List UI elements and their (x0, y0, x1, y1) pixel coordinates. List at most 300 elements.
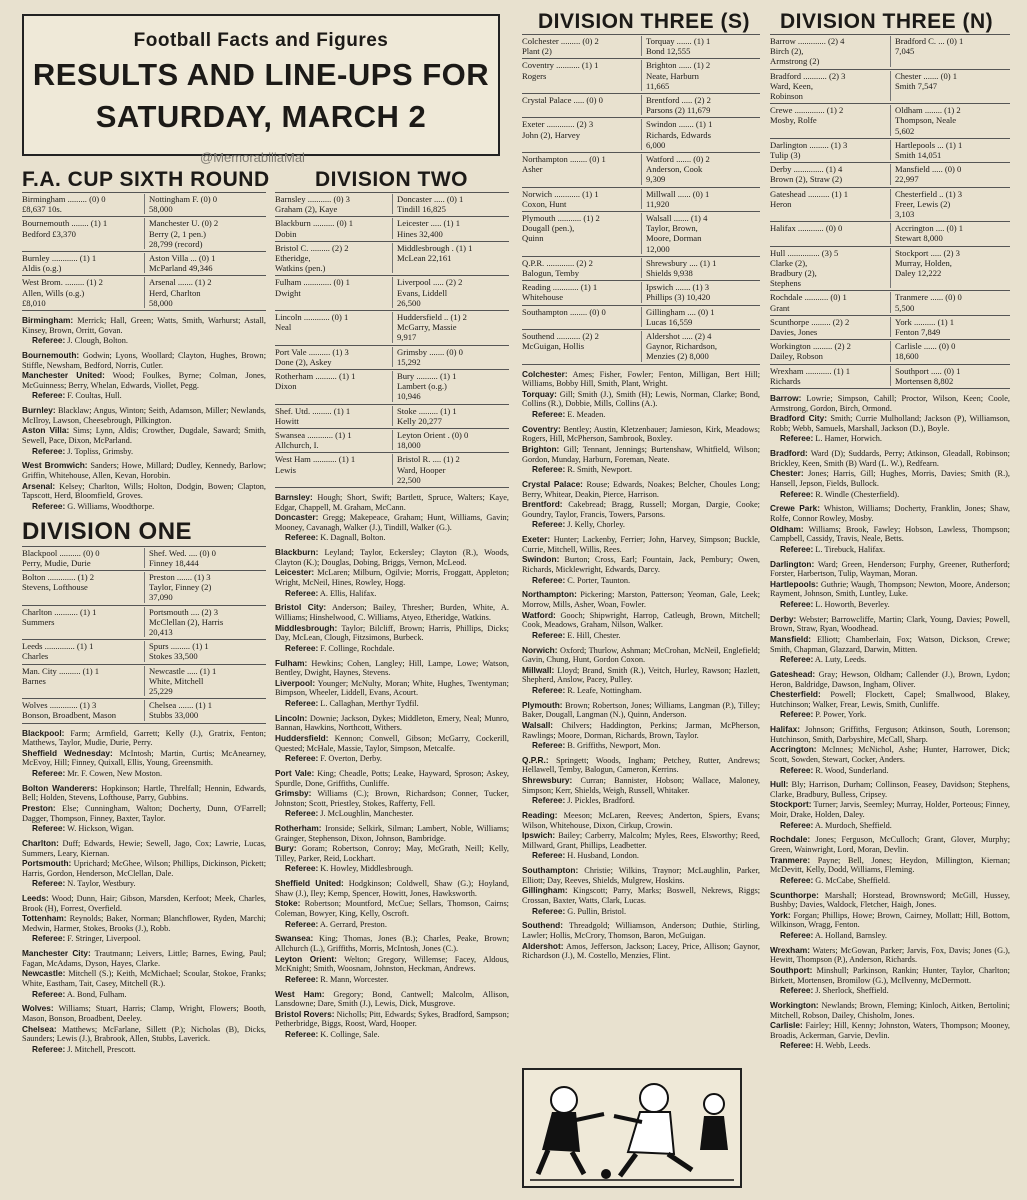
referee-line (780, 821, 1010, 831)
result-home: Exeter ............. (2) 3 John (2), Harvey (522, 119, 594, 140)
referee-line (285, 754, 509, 764)
referee-label: Referee: (32, 988, 66, 999)
result-away: Arsenal ....... (1) 2 Herd, Charlton 58,000 (144, 277, 266, 308)
results-divider (522, 364, 760, 365)
team-players: Sims; Lynn, Aldis; Crowther, Dugdale, Saward; Smith, Sewell, Pace, Dixon, McParland. (22, 426, 266, 445)
result-row (522, 256, 760, 280)
column-division-two (275, 168, 509, 1045)
result-away: Walsall ....... (1) 4 Taylor, Brown, Moore, Dorman 12,000 (641, 213, 760, 254)
team-players: Waters; McGowan, Parker; Jarvis, Fox, Davis; Jones (G.), Hewitt, Thompson (P.), Anderson, Richards. (770, 945, 1010, 965)
team-lineup (770, 504, 1010, 523)
team-name: Accrington: (770, 744, 817, 755)
result-row (22, 251, 266, 275)
results-table-fa-cup (22, 192, 266, 311)
team-players: Sanders; Howe, Millard; Dudley, Kennedy, Barlow; Griffin, Whitehouse, Allen, Kevan, Horobin. (22, 461, 266, 480)
referee-name: N. Taylor, Westbury. (67, 879, 136, 889)
result-away: Chelsea ....... (1) 1 Stubbs 33,000 (144, 700, 266, 720)
team-players: Robertson; Mountford, McCue; Sellars, Thomson, Cairns; Coleman, Bowyer, King, Kelly, Oscroft. (275, 899, 509, 919)
team-lineup (275, 789, 509, 808)
team-lineup (275, 568, 509, 587)
team-players: Curran; Bannister, Hobson; Wallace, Maloney, Simpson; Kerr, Shields, Weigh, Russell, Whitaker. (522, 776, 761, 795)
team-players: Ironside; Selkirk, Silman; Lambert, Noble, Williams; Grainger, Stephenson, Dixon, Johnson, Bambridge. (275, 824, 509, 843)
result-row (522, 117, 760, 152)
referee-label: Referee: (532, 795, 566, 806)
column-division-three-south (522, 10, 760, 962)
referee-line (285, 809, 509, 819)
team-players: Hough; Short, Swift; Bartlett, Spruce, Walters; Kaye, Edgar, Chappell, M. Graham, McCann. (275, 493, 509, 512)
team-players: Goram; Robertson, Conroy; May, McGrath, Neill; Kelly, Tilley, Parker, Reid, Lockhart. (275, 844, 509, 863)
team-name: Bournemouth: (22, 350, 80, 361)
team-name: Hull: (770, 779, 789, 790)
team-players: Mitchell (S.); Keith, McMichael; Scoular, Stokoe, Franks; White, Eastham, Tait, Casey, Mitchell (R.). (22, 969, 267, 989)
referee-name: J. Mitchell, Prescott. (67, 1044, 136, 1054)
referee-line (780, 1041, 1010, 1051)
team-players: Wood; Foulkes, Byrne; Colman, Jones, McGuinness; Berry, Whelan, Edwards, Viollet, Pegg. (22, 371, 266, 390)
referee-line (532, 410, 760, 420)
team-lineup (22, 729, 266, 748)
result-away: Aldershot ..... (2) 4 Gaynor, Richardson, Menzies (2) 8,000 (641, 331, 760, 362)
team-name: Preston: (22, 802, 56, 813)
team-players: Merrick; Hall, Green; Watts, Smith, Warhurst; Astall, Kinsey, Brown, Orritt, Govan. (22, 316, 267, 335)
results-divider (22, 310, 266, 311)
result-home: Wolves ............. (1) 3 Bonson, Broadbent, Mason (22, 700, 117, 721)
result-away: Portsmouth .... (2) 3 McClellan (2), Harris 20,413 (144, 607, 266, 638)
referee-name: G. McCabe, Sheffield. (815, 875, 891, 885)
referee-label: Referee: (32, 335, 66, 346)
result-home: Workington ......... (2) 2 Dailey, Robson (770, 341, 851, 362)
referee-line (780, 986, 1010, 996)
team-players: Downie; Jackson, Dykes; Middleton, Emery, Neal; Munro, Bannan, Hawkins, Northcott, Withers. (275, 713, 510, 733)
result-home: Colchester ......... (0) 2 Plant (2) (522, 36, 599, 57)
result-home: Rotherham .......... (1) 1 Dixon (275, 371, 356, 392)
result-away: Millwall ...... (0) 1 11,920 (641, 189, 760, 209)
team-name: Chesterfield: (770, 689, 821, 700)
result-home: Barrow ............. (2) 4 Birch (2), Armstrong (2) (770, 36, 845, 67)
result-row (522, 187, 760, 211)
team-players: McInnes; McNichol, Ashe; Hunter, Harrower, Dick; Scott, Sowden, Stewart, Cocker, Anders. (770, 745, 1010, 764)
team-name: Millwall: (522, 664, 555, 675)
team-lineup (275, 879, 509, 898)
watermark-text: @MemorabiliaMal (200, 150, 305, 165)
team-players: Lowrie; Simpson, Cahill; Proctor, Wilson, Keen; Coole, Armstrong, Gordon, Birch, Ormond. (770, 394, 1010, 413)
referee-label: Referee: (285, 753, 319, 764)
referee-name: K. Howley, Middlesbrough. (320, 864, 414, 874)
result-home: Reading ............ (1) 1 Whitehouse (522, 282, 598, 303)
team-name: Leicester: (275, 567, 315, 578)
team-lineup (22, 1004, 266, 1023)
team-players: King; Thomas, Jones (B.); Charles, Peake, Brown; Allchurch (L.), Griffiths, Morris, McIntosh, Jones (C.). (275, 934, 509, 954)
result-away: Gillingham .... (0) 1 Lucas 16,559 (641, 307, 760, 327)
team-name: Reading: (522, 810, 558, 821)
referee-line (780, 766, 1010, 776)
referee-line (532, 741, 760, 751)
referee-label: Referee: (532, 409, 566, 420)
referee-label: Referee: (780, 543, 814, 554)
referee-label: Referee: (780, 930, 814, 941)
result-home: Southampton ........ (0) 0 (522, 306, 606, 317)
team-lineup (275, 548, 509, 567)
team-players: Williams; Stuart, Harris; Clamp, Wright, Flowers; Booth, Mason, Bonson, Broadbent, Deeley. (22, 1004, 266, 1024)
team-name: Aston Villa: (22, 425, 70, 436)
referee-name: F. Coultas, Hull. (67, 391, 122, 401)
team-name: Brighton: (522, 444, 560, 455)
result-home: Blackpool .......... (0) 0 Perry, Mudie, Durie (22, 547, 100, 568)
referee-line (780, 434, 1010, 444)
referee-label: Referee: (780, 433, 814, 444)
referee-label: Referee: (532, 740, 566, 751)
result-row (522, 93, 760, 117)
team-lineup (22, 894, 266, 913)
referee-line (532, 686, 760, 696)
result-row (770, 221, 1010, 245)
referee-label: Referee: (285, 863, 319, 874)
team-lineup (770, 780, 1010, 799)
result-away: Brentford ..... (2) 2 Parsons (2) 11,679 (641, 95, 760, 115)
referee-line (285, 699, 509, 709)
team-lineup (770, 946, 1010, 965)
team-lineup (275, 934, 509, 953)
result-home: Northampton ........ (0) 1 Asher (522, 154, 606, 175)
result-row (770, 103, 1010, 138)
team-name: Ipswich: (522, 830, 556, 841)
team-lineup (522, 611, 760, 630)
result-away: Stockport ..... (2) 3 Murray, Holden, Daley 12,222 (890, 248, 1010, 289)
referee-line (285, 1030, 509, 1040)
result-row (275, 275, 509, 310)
team-players: Reynolds; Baker, Norman; Blanchflower, Ryden, Marchi; Medwin, Harmer, Stokes, Brooks (J.), Robb. (22, 914, 266, 933)
team-lineup (770, 911, 1010, 930)
result-away: Torquay ....... (1) 1 Bond 12,555 (641, 36, 760, 56)
team-name: Carlisle: (770, 1020, 803, 1031)
team-lineup (22, 482, 266, 501)
referee-line (285, 533, 509, 543)
team-players: Anderson; Bailey, Thresher; Burden, White, A. Williams; Hinshelwood, C. Williams, Atyeo, Etheridge, Watkins. (275, 603, 509, 623)
cartoon-drawing (524, 1070, 740, 1186)
referee-line (32, 391, 266, 401)
team-lineup (22, 839, 266, 858)
result-home: Derby .............. (1) 4 Brown (2), Straw (2) (770, 164, 843, 185)
lineups-division-three-s (522, 370, 760, 961)
team-name: Gillingham: (522, 885, 568, 896)
team-lineup (522, 701, 760, 720)
result-away: Leyton Orient . (0) 0 18,000 (392, 430, 509, 450)
referee-name: B. Griffiths, Newport, Mon. (567, 741, 661, 751)
result-row (770, 315, 1010, 339)
result-away: York .......... (1) 1 Fenton 7,849 (890, 317, 1010, 337)
team-players: Blacklaw; Angus, Winton; Seith, Adamson, Miller; Newlands, McIlroy, Lawson, Cheesebrough, Pilkington. (22, 406, 267, 425)
result-home: Fulham ............. (0) 1 Dwight (275, 277, 350, 298)
team-players: Fairley; Hill, Kenny; Johnston, Waters, Thompson; Mooney, Broadis, Ackerman, Garvie, Devlin. (770, 1021, 1011, 1040)
team-name: Northampton: (522, 589, 577, 600)
result-home: Coventry ........... (1) 1 Rogers (522, 60, 599, 81)
referee-name: R. Mann, Worcester. (320, 974, 389, 984)
section-heading-division-two: DIVISION TWO (315, 168, 468, 191)
result-home: Crystal Palace ..... (0) 0 (522, 95, 603, 106)
team-players: Turner; Jarvis, Seemley; Murray, Holder, Porteous; Finney, Moir, Drake, Holden, Daley. (770, 800, 1010, 820)
referee-label: Referee: (532, 905, 566, 916)
team-players: Hopkinson; Hartle, Threlfall; Hennin, Edwards, Bell; Holden, Stevens, Lofthouse, Parry, Gubbins. (22, 783, 267, 803)
team-name: Middlesbrough: (275, 622, 338, 633)
team-players: King; Cheadle, Potts; Leake, Hayward, Sproson; Askey, Spurdle, Done, Griffiths, Cunliffe. (275, 768, 509, 788)
referee-name: J. Pickles, Bradford. (567, 796, 635, 806)
team-name: Hartlepools: (770, 578, 819, 589)
result-row (22, 192, 266, 216)
referee-line (32, 990, 266, 1000)
team-lineup (770, 615, 1010, 634)
result-away: Hartlepools ... (1) 1 Smith 14,051 (890, 140, 1010, 160)
referee-label: Referee: (780, 709, 814, 720)
result-row (22, 605, 266, 640)
result-row (22, 216, 266, 251)
referee-line (780, 931, 1010, 941)
result-home: Barnsley ........... (0) 3 Graham (2), Kaye (275, 194, 350, 215)
result-home: Port Vale .......... (1) 3 Done (2), Askey (275, 346, 349, 367)
result-away: Shrewsbury .... (1) 1 Shields 9,938 (641, 258, 760, 278)
result-home: Gateshead .......... (1) 1 Heron (770, 188, 849, 209)
team-lineup (522, 866, 760, 885)
column-division-three-north (770, 10, 1010, 1056)
team-name: Lincoln: (275, 712, 308, 723)
referee-name: L. Tirebuck, Halifax. (815, 544, 886, 554)
team-name: Bristol Rovers: (275, 1008, 335, 1019)
referee-name: A. Bond, Fulham. (66, 989, 127, 999)
team-lineup (275, 769, 509, 788)
team-lineup (770, 1021, 1010, 1040)
team-name: Mansfield: (770, 633, 812, 644)
team-name: Fulham: (275, 657, 308, 668)
team-players: Burton; Cross, Earl; Fountain, Jack, Pembury; Owen, Richards, Micklewright, Edwards, Darcy. (522, 555, 761, 574)
referee-label: Referee: (532, 850, 566, 861)
referee-label: Referee: (32, 767, 66, 778)
team-name: Workington: (770, 999, 819, 1010)
team-name: Huddersfield: (275, 732, 329, 743)
result-away: Mansfield ..... (0) 0 22,997 (890, 164, 1010, 184)
headline-box (22, 14, 500, 156)
team-name: Colchester: (522, 368, 568, 379)
lineups-division-two (275, 493, 509, 1040)
team-lineup (770, 635, 1010, 654)
result-row (275, 369, 509, 404)
referee-line (532, 520, 760, 530)
result-home: Norwich ............ (1) 1 Coxon, Hunt (522, 188, 599, 209)
team-lineup (522, 445, 760, 464)
team-players: Welton; Gregory, Willemse; Facey, Aldous, McKnight; Smith, Woosnam, Johnston, Heckman, Andrews. (275, 954, 509, 974)
referee-name: J. McLoughlin, Manchester. (320, 809, 414, 819)
team-players: Springett; Woods, Ingham; Petchey, Rutter, Andrews; Hellawell, Temby, Balogun, Cameron, Kerrins. (522, 755, 761, 775)
result-home: Hull ............... (3) 5 Clarke (2), Bradbury (2), Stephens (770, 247, 839, 289)
referee-label: Referee: (32, 1043, 66, 1054)
team-lineup (522, 831, 760, 850)
team-name: Birmingham: (22, 315, 74, 326)
result-row (275, 241, 509, 276)
team-lineup (770, 394, 1010, 413)
referee-label: Referee: (285, 808, 319, 819)
referee-name: P. Power, York. (815, 710, 867, 720)
team-players: Ward; Green, Henderson; Furphy, Greener, Rutherford; Forster, Harbertson, Tulip, Wayman, Moran. (770, 559, 1010, 579)
result-row (522, 280, 760, 304)
result-away: Bury .......... (1) 1 Lambert (o.g.) 10,946 (392, 371, 509, 402)
referee-line (32, 336, 266, 346)
referee-line (780, 545, 1010, 555)
result-away: Accrington .... (0) 1 Stewart 8,000 (890, 223, 1010, 243)
referee-line (780, 655, 1010, 665)
result-row (770, 339, 1010, 363)
result-row (22, 664, 266, 699)
referee-line (32, 769, 266, 779)
result-row (22, 570, 266, 605)
referee-name: K. Dagnall, Bolton. (320, 533, 386, 543)
result-row (275, 192, 509, 216)
referee-name: A. Murdoch, Sheffield. (814, 820, 892, 830)
referee-line (780, 876, 1010, 886)
headline-title-line1: RESULTS AND LINE-UPS FOR (32, 57, 490, 92)
team-players: Payne; Bell, Jones; Heydon, Millington, Kiernan; McDevitt, Kelly, Dodd, Williams, Fleming. (770, 855, 1010, 875)
result-away: Grimsby ....... (0) 0 15,292 (392, 347, 509, 367)
team-players: Gill; Tennant, Jennings; Burtenshaw, Whitfield, Wilson; Gordon, Munday, Harburn, Foreman, Neate. (522, 445, 760, 464)
result-home: Bournemouth ........ (1) 1 Bedford £3,370 (22, 218, 108, 239)
result-row (770, 290, 1010, 314)
section-heading-division-one: DIVISION ONE (22, 517, 193, 545)
team-lineup (522, 555, 760, 574)
team-players: Gooch; Shipwright, Harrop, Catleugh, Brown, Mitchell; Cook, Meadows, Graham, Nilson, Walker. (522, 610, 760, 630)
team-name: Sheffield United: (275, 878, 344, 889)
referee-line (32, 879, 266, 889)
team-name: Torquay: (522, 388, 557, 399)
team-lineup (522, 942, 760, 961)
team-name: Manchester City: (22, 948, 91, 959)
result-away: Bristol R. .... (1) 2 Ward, Hooper 22,500 (392, 454, 509, 485)
team-name: West Ham: (275, 988, 325, 999)
team-name: Swindon: (522, 554, 560, 565)
team-players: Else; Cunningham, Walton; Docherty, Dunn, O'Farrell; Dagger, Thompson, Finney, Baxter, Taylor. (22, 803, 267, 823)
team-players: Leyland; Taylor, Eckersley; Clayton (R.), Woods, Clayton (K.); Douglas, Dobing, Briggs, Vernon, McLeod. (275, 548, 510, 567)
team-lineup (275, 659, 509, 678)
team-players: Newlands; Brown, Fleming; Kinloch, Aitken, Bertolini; Mitchell, Robson, Dailey, Chisholm, Jones. (770, 1000, 1010, 1020)
team-lineup (522, 480, 760, 499)
result-away: Tranmere ...... (0) 0 5,500 (890, 292, 1010, 312)
team-players: Ames; Fisher, Fowler; Fenton, Milligan, Bert Hill; Williams, Bobby Hill, Smith, Plant, Wright. (522, 369, 761, 389)
results-table-division-three-s (522, 34, 760, 365)
result-away: Manchester U. (0) 2 Berry (2, 1 pen.) 28,799 (record) (144, 218, 266, 249)
referee-name: J. Clough, Bolton. (67, 336, 128, 346)
result-row (22, 546, 266, 570)
team-lineup (770, 449, 1010, 468)
results-divider (22, 723, 266, 724)
team-players: Powell; Flockett, Capel; Smallwood, Blakey, Hutchinson; Walker, Frear, Lewis, Smith, Cunliffe. (770, 690, 1011, 709)
lineups-fa-cup (22, 316, 266, 512)
team-lineup (275, 624, 509, 643)
team-players: Bentley; Austin, Kletzenbauer; Jamieson, Kirk, Meadows; Rogers, Hill, McPherson, Sambrook, Boxley. (522, 424, 760, 444)
referee-name: H. Webb, Leeds. (815, 1041, 871, 1051)
referee-name: R. Leafe, Nottingham. (567, 685, 642, 695)
referee-label: Referee: (780, 764, 814, 775)
referee-line (780, 710, 1010, 720)
team-players: McIntosh; Martin, Curtis; McAnearney, McEvoy, Hill; Finney, Quixall, Ellis, Young, Greensmith. (22, 748, 266, 768)
referee-label: Referee: (32, 445, 66, 456)
team-players: Elliott; Chamberlain, Fox; Watson, Dickson, Crewe; Smith, Chapman, Glazzard, Darwin, Mitten. (770, 634, 1010, 654)
team-players: Gray; Hewson, Oldham; Callender (J.), Brown, Lydon; Heron, Baldridge, Dawson, Ingham, Oliver. (770, 669, 1011, 689)
result-home: Bradford ........... (2) 3 Ward, Keen, Robinson (770, 70, 846, 102)
result-away: Liverpool ..... (2) 2 Evans, Liddell 26,500 (392, 277, 509, 308)
result-away: Stoke ......... (1) 1 Kelly 20,277 (392, 406, 509, 426)
team-name: Tottenham: (22, 913, 67, 924)
result-away: Nottingham F. (0) 0 58,000 (144, 194, 266, 214)
team-players: Hewkins; Cohen, Langley; Hill, Lampe, Lowe; Watson, Bentley, Dwight, Haynes, Stevens. (275, 658, 509, 678)
team-players: Bailey; Carberry, Malcolm; Myles, Rees, Elsworthy; Reed, Millward, Grant, Phillips, Leadbetter. (522, 831, 760, 850)
team-lineup (770, 414, 1010, 433)
referee-line (780, 600, 1010, 610)
team-lineup (275, 493, 509, 512)
team-name: Exeter: (522, 534, 551, 545)
referee-label: Referee: (32, 933, 66, 944)
referee-name: K. Collinge, Sale. (320, 1030, 380, 1039)
team-players: Bly; Harrison, Durham; Collinson, Feasey, Davidson; Stephens, Clarke, Bradbury, Bulless, Cripsey. (770, 780, 1010, 799)
headline-title-line2: SATURDAY, MARCH 2 (95, 99, 427, 134)
team-lineup (275, 990, 509, 1009)
team-lineup (770, 856, 1010, 875)
result-row (275, 345, 509, 369)
result-home: Crewe .............. (1) 2 Mosby, Rolfe (770, 105, 844, 126)
result-away: Chesterfield .. (1) 3 Freer, Lewis (2) 3,103 (890, 189, 1010, 220)
team-name: Barrow: (770, 393, 802, 404)
referee-label: Referee: (780, 598, 814, 609)
team-lineup (522, 500, 760, 519)
team-name: Darlington: (770, 558, 815, 569)
result-away: Watford ....... (0) 2 Anderson, Cook 9,309 (641, 154, 760, 185)
team-lineup (275, 603, 509, 622)
result-home: Rochdale ........... (0) 1 Grant (770, 292, 847, 313)
referee-label: Referee: (532, 574, 566, 585)
team-players: Amos, Jefferson, Jackson; Lacey, Price, Allison; Gaynor, Richardson (J.), M. Costello, Menzies, Flint. (522, 941, 760, 961)
referee-name: A. Holland, Barnsley. (814, 931, 887, 941)
team-lineup (275, 955, 509, 974)
team-players: Uprichard; McGhee, Wilson; Phillips, Dickinson, Pickett; Harris, Gordon, Henderson, McClellan, Dale. (22, 859, 266, 878)
referee-name: G. Pullin, Bristol. (567, 906, 627, 916)
result-home: Leeds .............. (1) 1 Charles (22, 641, 94, 662)
team-name: Plymouth: (522, 699, 563, 710)
team-players: Meeson; McLaren, Reeves; Anderton, Spiers, Evans; Wilson, Whitehouse, Dixon, Cirkup, Crowin. (522, 811, 760, 830)
team-players: Christie; Wilkins, Traynor; McLaughlin, Parker, Elliott; Day, Reeves, Shields, Mulgrew, Hoskins. (522, 866, 761, 885)
team-name: Rochdale: (770, 834, 811, 845)
referee-label: Referee: (780, 985, 814, 996)
team-players: Williams; Brook, Fawley; Hobson, Lawless, Thompson; Campbell, Cassidy, Travis, Neale, Betts. (770, 524, 1010, 544)
referee-line (532, 631, 760, 641)
referee-name: E. Hill, Chester. (567, 630, 621, 640)
referee-name: J. Sherlock, Sheffield. (815, 986, 889, 996)
referee-line (285, 864, 509, 874)
team-players: Hunter; Lackenby, Ferrier; John, Harvey, Simpson; Buckle, Currie, Mitchell, Willis, Rees. (522, 535, 761, 554)
referee-line (780, 490, 1010, 500)
team-players: Smith; Currie Mulholland; Jackson (P), Williamson, Robb; Webb, Samuels, Marshall, Jackson (D.), Boyle. (770, 414, 1010, 433)
result-row (770, 138, 1010, 162)
result-home: Plymouth ........... (1) 2 Dougall (pen.), Quinn (522, 213, 600, 244)
team-players: Forgan; Phillips, Howe; Brown, Cairney, Mollatt; Hill, Bottom, Wilkinson, Wragg, Fenton. (770, 910, 1010, 930)
referee-name: G. Williams, Woodthorpe. (67, 501, 155, 511)
referee-line (32, 824, 266, 834)
team-name: Derby: (770, 613, 797, 624)
referee-label: Referee: (780, 654, 814, 665)
team-players: Gregg; Makepeace, Graham; Hunt, Williams, Gavin; Mooney, Cavanagh, Walker (J.), Tindill, Walker (G.). (275, 513, 509, 532)
team-players: Jones; Ferguson, McCulloch; Grant, Glover, Murphy; Green, Wainwright, Lord, Moran, Devlin. (770, 835, 1011, 855)
team-name: Blackburn: (275, 547, 319, 558)
result-away: Ipswich ....... (1) 3 Phillips (3) 10,420 (641, 282, 760, 302)
referee-name: Mr. F. Cowen, New Moston. (67, 768, 163, 778)
team-players: Kelsey; Charlton, Wills; Holton, Dodgin, Bowen; Clapton, Tapscott, Herd, Bloomfield, Groves. (22, 481, 266, 501)
team-players: Brown; Robertson, Jones; Williams, Langman (P.), Tilley; Baker, Dougall, Langman (N.), Quinn, Anderson. (522, 700, 760, 720)
team-players: Wood; Dunn, Hair; Gibson, Marsden, Kerfoot; Meek, Charles, Brook (H), Forrest, Overfield. (22, 894, 266, 913)
team-players: Marshall; Horstead, Brownsword; McGill, Hussey, Bushby; Davies, Waldock, Fletcher, Haigh, Jones. (770, 890, 1010, 910)
team-lineup (22, 949, 266, 968)
